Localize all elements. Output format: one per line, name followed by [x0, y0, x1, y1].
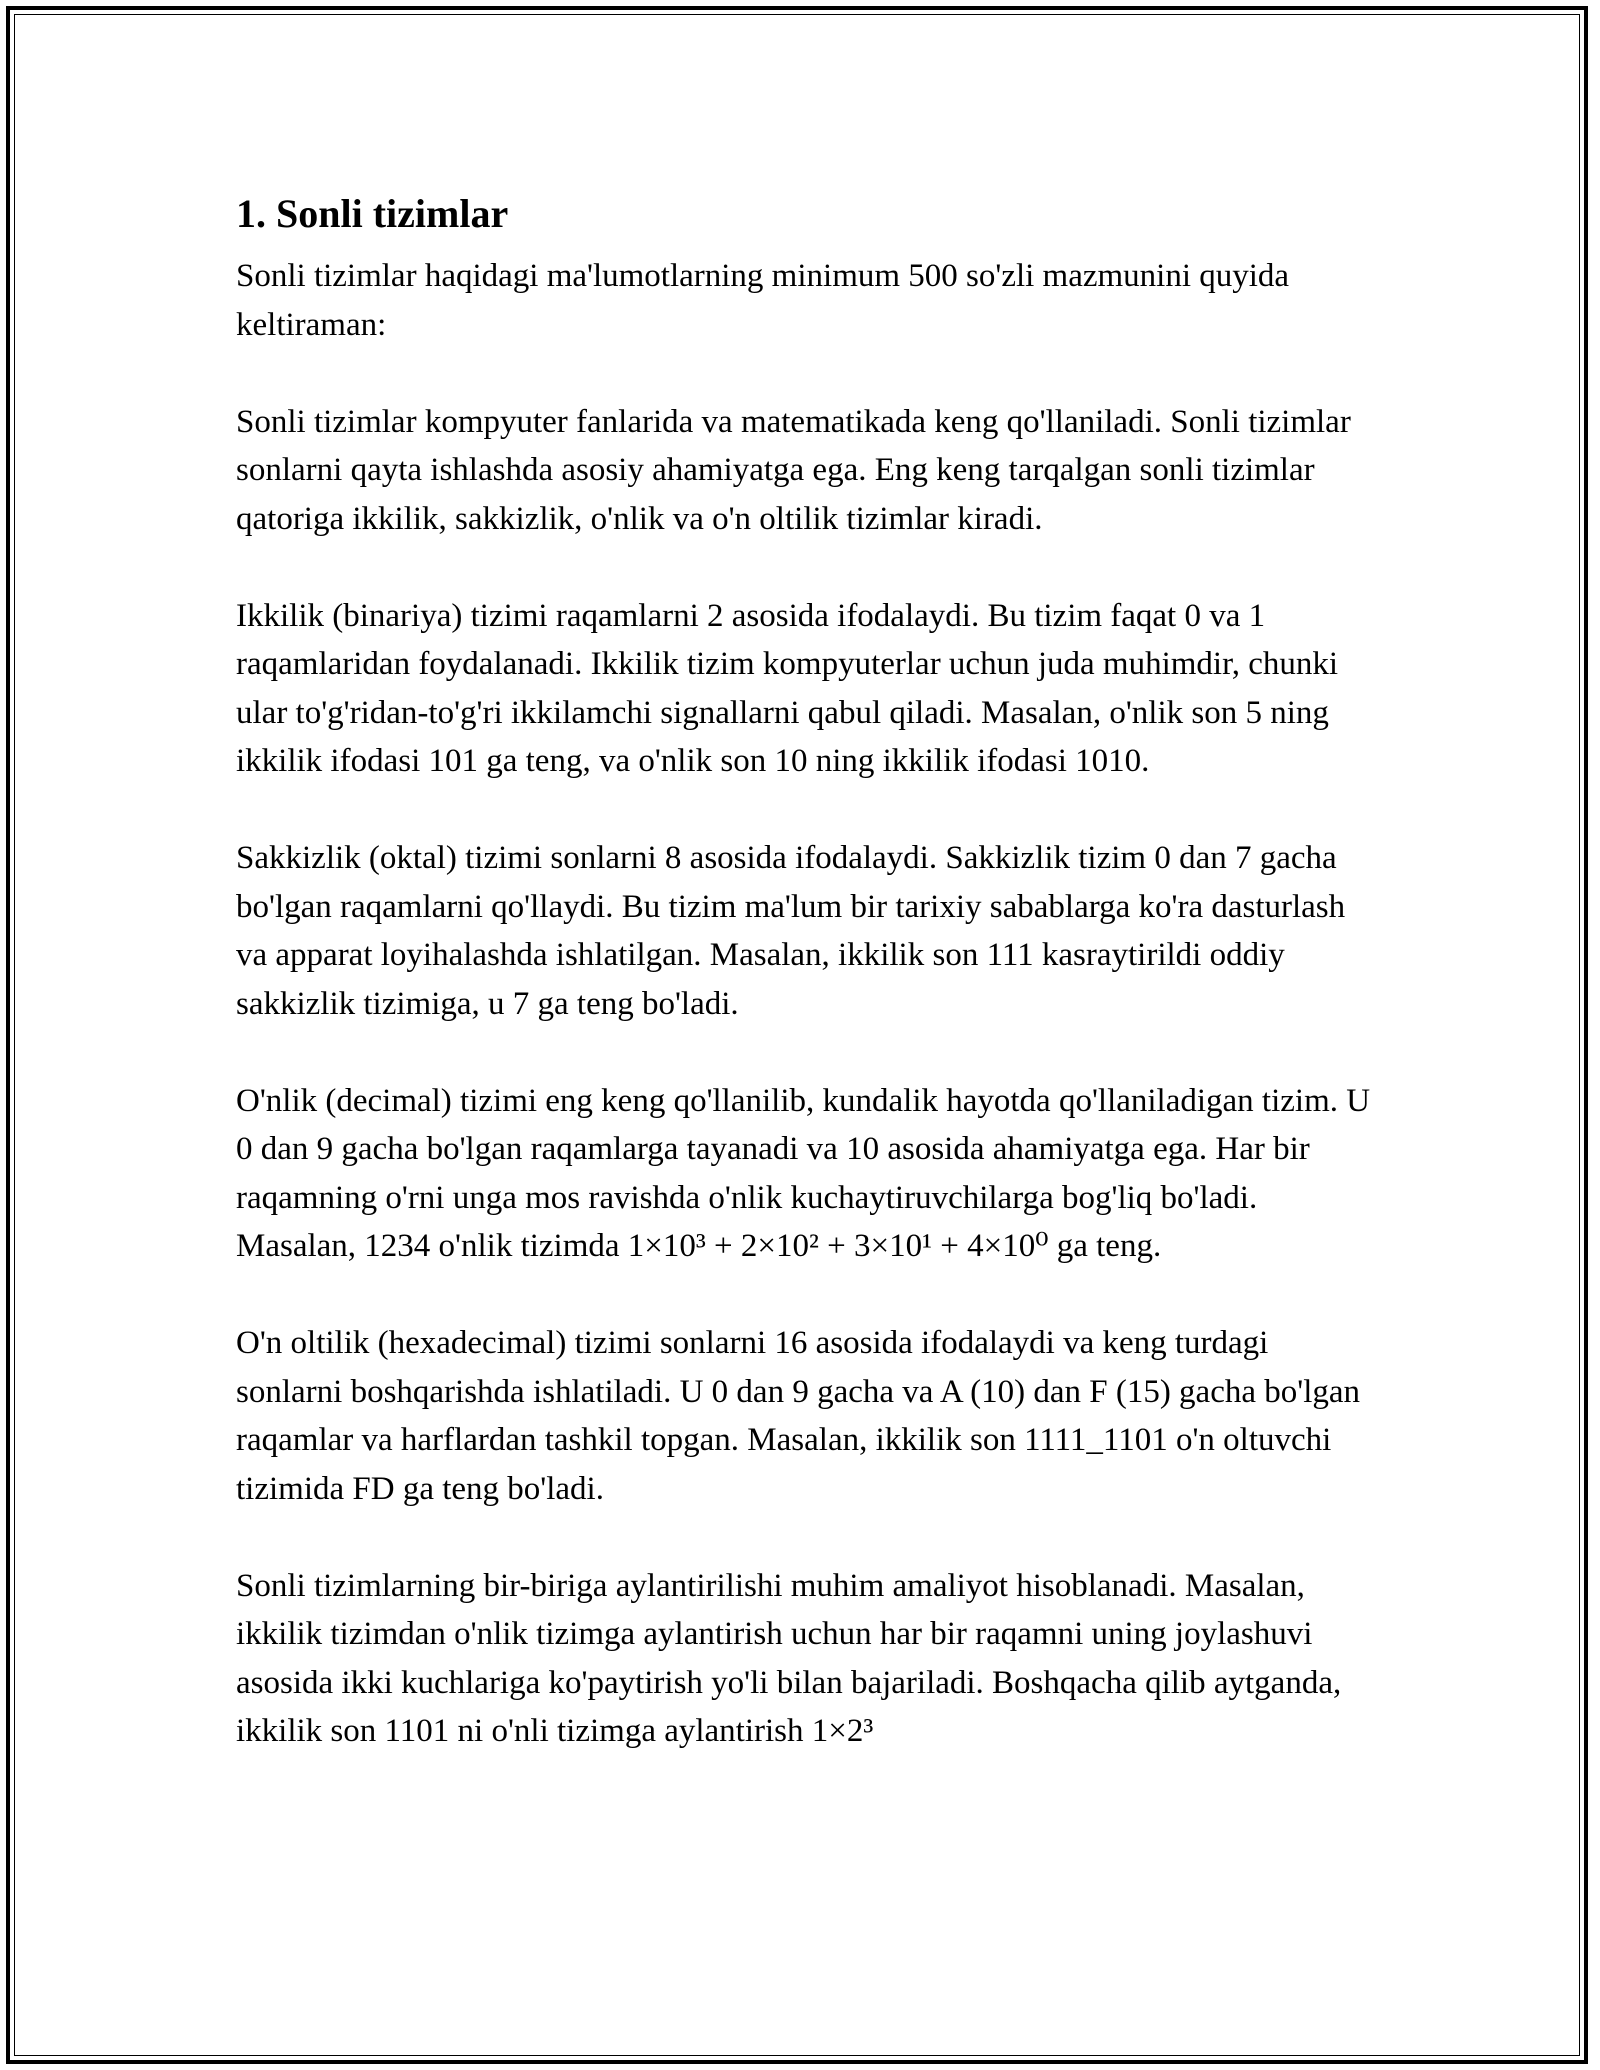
document-body: [236, 186, 1376, 1756]
paragraph-conversion: Sonli tizimlarning bir-biriga aylantirilishi muhim amaliyot hisoblanadi. Masalan, ikkilik tizimdan o'nlik tizimga aylantirish uchun har bir raqamni uning joylashuvi asosida ikki kuchlariga ko'paytirish yo'li bilan bajariladi. Boshqacha qilib aytganda, ikkilik son 1101 ni o'nli tizimga aylantirish 1×2³: [236, 1567, 1342, 1749]
paragraph-binary: Ikkilik (binariya) tizimi raqamlarni 2 asosida ifodalaydi. Bu tizim faqat 0 va 1 raqamlaridan foydalanadi. Ikkilik tizim kompyuterlar uchun juda muhimdir, chunki ular to'g'ridan-to'g'ri ikkilamchi signallarni qabul qiladi. Masalan, o'nlik son 5 ning ikkilik ifodasi 101 ga teng, va o'nlik son 10 ning ikkilik ifodasi 1010.: [236, 597, 1339, 779]
paragraph-hexadecimal: O'n oltilik (hexadecimal) tizimi sonlarni 16 asosida ifodalaydi va keng turdagi sonlarni boshqarishda ishlatiladi. U 0 dan 9 gacha va A (10) dan F (15) gacha bo'lgan raqamlar va harflardan tashkil topgan. Masalan, ikkilik son 1111_1101 o'n oltuvchi tizimida FD ga teng bo'ladi.: [236, 1325, 1361, 1507]
paragraph-overview: Sonli tizimlar kompyuter fanlarida va matematikada keng qo'llaniladi. Sonli tizimlar sonlarni qayta ishlashda asosiy ahamiyatga ega. Eng keng tarqalgan sonli tizimlar qatoriga ikkilik, sakkizlik, o'nlik va o'n oltilik tizimlar kiradi.: [236, 403, 1351, 537]
paragraph-octal: Sakkizlik (oktal) tizimi sonlarni 8 asosida ifodalaydi. Sakkizlik tizim 0 dan 7 gacha bo'lgan raqamlarni qo'llaydi. Bu tizim ma'lum bir tarixiy sabablarga ko'ra dasturlash va apparat loyihalashda ishlatilgan. Masalan, ikkilik son 111 kasraytirildi oddiy sakkizlik tizimiga, u 7 ga teng bo'ladi.: [236, 840, 1346, 1022]
paragraph-intro: Sonli tizimlar haqidagi ma'lumotlarning minimum 500 so'zli mazmunini quyida keltiraman:: [236, 258, 1290, 343]
paragraph-decimal: O'nlik (decimal) tizimi eng keng qo'llanilib, kundalik hayotda qo'llaniladigan tizim. U 0 dan 9 gacha bo'lgan raqamlarga tayanadi va 10 asosida ahamiyatga ega. Har bir raqamning o'rni unga mos ravishda o'nlik kuchaytiruvchilarga bog'liq bo'ladi. Masalan, 1234 o'nlik tizimda 1×10³ + 2×10² + 3×10¹ + 4×10⁰ ga teng.: [236, 1082, 1371, 1264]
section-heading: 1. Sonli tizimlar: [236, 191, 509, 236]
